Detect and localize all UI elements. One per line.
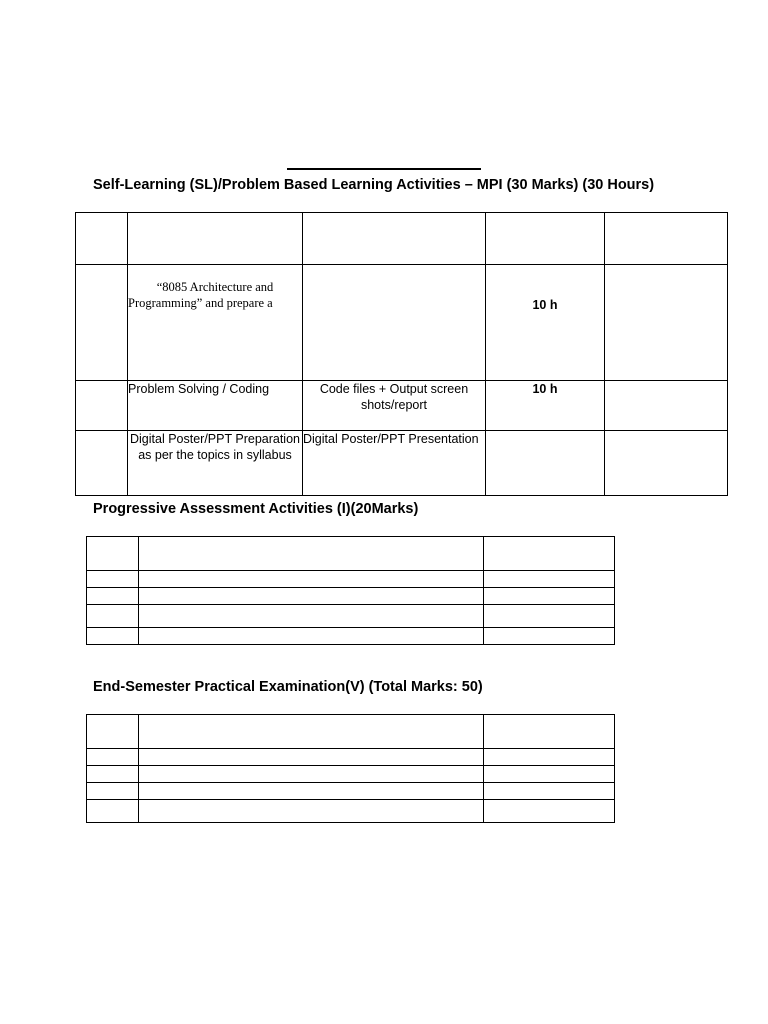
table-cell [484,783,615,800]
table-cell [139,605,484,628]
self-learning-heading: Self-Learning (SL)/Problem Based Learning Activities – MPI (30 Marks) (30 Hours) [93,177,655,193]
table-cell [484,628,615,645]
activity-line: Programming” and prepare a [128,296,273,310]
table-cell [87,783,139,800]
table-cell [484,537,615,571]
table-cell [139,766,484,783]
table-cell [484,800,615,823]
hours-cell: 10 h [486,381,605,431]
table-cell [76,213,128,265]
progressive-assessment-heading: Progressive Assessment Activities (I)(20Marks) [93,501,419,517]
self-learning-table [75,212,728,496]
table-cell [87,537,139,571]
table-cell [139,588,484,605]
activity-cell: Digital Poster/PPT Preparation as per the topics in syllabus [128,431,303,496]
end-semester-heading: End-Semester Practical Examination(V) (Total Marks: 50) [93,679,483,695]
table-row [76,431,728,496]
table-row [87,800,615,823]
table-cell [87,766,139,783]
table-cell [484,766,615,783]
table-cell [139,571,484,588]
activity-cell: Problem Solving / Coding [128,381,303,431]
table-row [87,537,615,571]
table-row [87,766,615,783]
table-cell [87,800,139,823]
table-cell [87,715,139,749]
table-row [87,749,615,766]
table-cell [87,749,139,766]
table-row [87,605,615,628]
table-cell [87,588,139,605]
deliverable-cell: Code files + Output screen shots/report [303,381,486,431]
table-cell [128,213,303,265]
table-cell [139,715,484,749]
progressive-assessment-table [86,536,615,645]
table-cell [605,265,728,381]
table-row [87,715,615,749]
table-cell [139,749,484,766]
table-row [76,381,728,431]
table-cell [605,381,728,431]
activity-cell [128,265,303,381]
activity-line: “8085 Architecture and [156,280,274,294]
table-row [87,571,615,588]
top-rule [287,168,481,170]
table-cell [484,588,615,605]
table-cell [605,431,728,496]
table-cell [486,213,605,265]
deliverable-cell: Digital Poster/PPT Presentation [303,431,486,496]
hours-cell [486,431,605,496]
table-cell [87,571,139,588]
table-row [76,265,728,381]
table-cell [139,628,484,645]
table-cell [139,783,484,800]
table-cell [484,715,615,749]
table-cell [76,265,128,381]
table-cell [484,571,615,588]
table-cell [76,381,128,431]
table-row [87,588,615,605]
table-cell [87,605,139,628]
table-cell [87,628,139,645]
table-cell [484,605,615,628]
deliverable-cell [303,265,486,381]
table-cell [76,431,128,496]
table-row [76,213,728,265]
table-cell [139,537,484,571]
table-row [87,628,615,645]
table-cell [605,213,728,265]
table-cell [303,213,486,265]
table-cell [484,749,615,766]
end-semester-table [86,714,615,823]
hours-cell: 10 h [486,265,605,381]
table-cell [139,800,484,823]
table-row [87,783,615,800]
